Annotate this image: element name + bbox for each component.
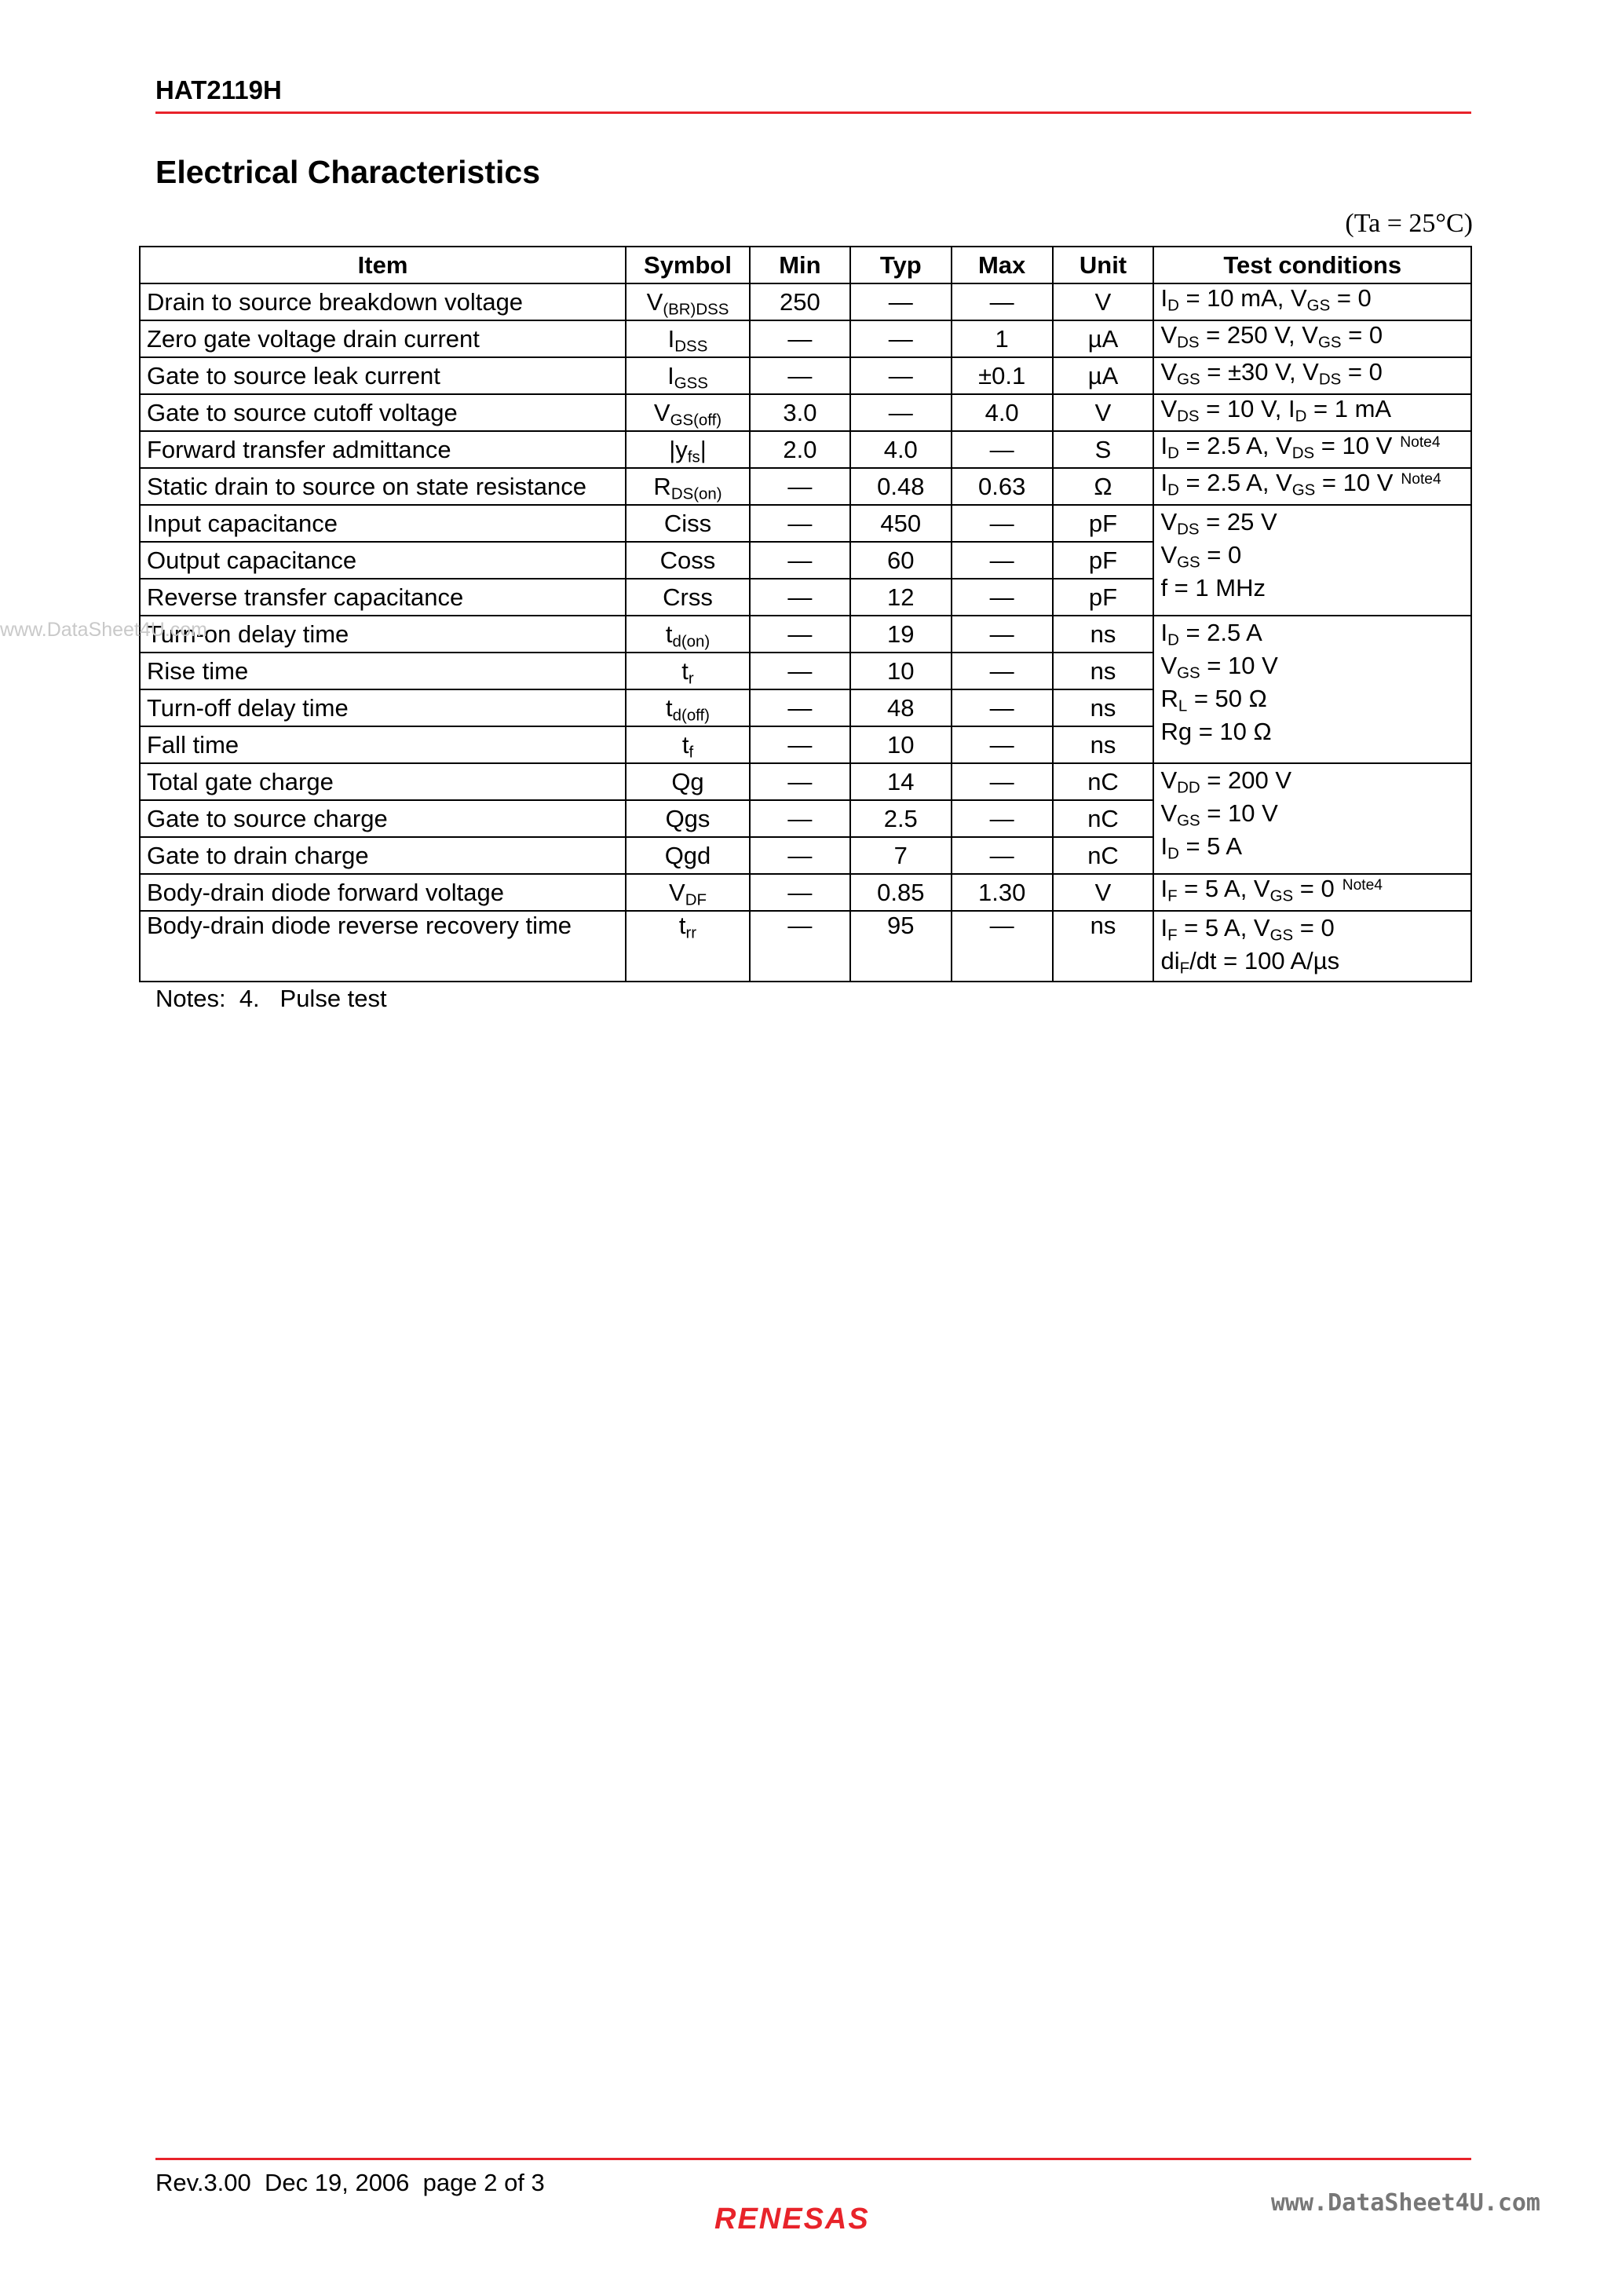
item-cell: Gate to drain charge xyxy=(140,837,626,874)
note-reference: Note4 xyxy=(1400,434,1441,452)
max-cell: — xyxy=(952,689,1053,726)
unit-cell: nC xyxy=(1053,763,1154,800)
item-cell: Output capacitance xyxy=(140,542,626,579)
table-header-row xyxy=(140,247,1471,283)
typ-cell: 10 xyxy=(850,726,952,763)
symbol-cell: $I_{GSS}$ xyxy=(626,357,750,394)
symbol-cell: $t_f$ xyxy=(626,726,750,763)
condition-cell: $I_D = 2.5$ A, $V_{DS} = 10$ V $^{Note4}$ xyxy=(1153,431,1471,468)
electrical-characteristics-table xyxy=(139,246,1472,982)
min-cell: — xyxy=(750,874,850,911)
unit-cell: ns xyxy=(1053,689,1154,726)
symbol-cell: $R_{DS(on)}$ xyxy=(626,468,750,505)
symbol-cell: Qg xyxy=(626,763,750,800)
item-cell: Rise time xyxy=(140,653,626,689)
unit-cell: V xyxy=(1053,874,1154,911)
max-cell: — xyxy=(952,763,1053,800)
unit-cell: pF xyxy=(1053,542,1154,579)
max-cell: — xyxy=(952,837,1053,874)
symbol-cell: Qgd xyxy=(626,837,750,874)
column-header: Symbol xyxy=(626,247,750,283)
typ-cell: 7 xyxy=(850,837,952,874)
min-cell: — xyxy=(750,320,850,357)
renesas-logo xyxy=(714,2199,919,2242)
max-cell: — xyxy=(952,505,1053,542)
table-row xyxy=(140,394,1471,431)
symbol-cell: Crss xyxy=(626,579,750,616)
table-row xyxy=(140,874,1471,911)
symbol-cell: $V_{DF}$ xyxy=(626,874,750,911)
typ-cell: 10 xyxy=(850,653,952,689)
note-reference: Note4 xyxy=(1342,877,1383,894)
unit-cell: µA xyxy=(1053,357,1154,394)
column-header: Test conditions xyxy=(1153,247,1471,283)
symbol-cell: $|y_{fs}|$ xyxy=(626,431,750,468)
max-cell: — xyxy=(952,579,1053,616)
typ-cell: 0.85 xyxy=(850,874,952,911)
symbol-cell: $t_{rr}$ xyxy=(626,911,750,982)
typ-cell: 450 xyxy=(850,505,952,542)
unit-cell: pF xyxy=(1053,579,1154,616)
document-id: HAT2119H xyxy=(155,75,282,104)
symbol-cell: $t_r$ xyxy=(626,653,750,689)
typ-cell: 4.0 xyxy=(850,431,952,468)
table-row xyxy=(140,911,1471,982)
header-rule xyxy=(155,112,1471,114)
min-cell: 3.0 xyxy=(750,394,850,431)
min-cell: — xyxy=(750,542,850,579)
column-header: Max xyxy=(952,247,1053,283)
symbol-cell: Qgs xyxy=(626,800,750,837)
typ-cell: — xyxy=(850,320,952,357)
condition-cell: $V_{DS} = 10$ V, $I_D = 1$ mA xyxy=(1153,394,1471,431)
condition-cell: $V_{DS} = 250$ V, $V_{GS} = 0$ xyxy=(1153,320,1471,357)
typ-cell: 60 xyxy=(850,542,952,579)
item-cell: Turn-on delay time xyxy=(140,616,626,653)
typ-cell: — xyxy=(850,357,952,394)
typ-cell: — xyxy=(850,394,952,431)
item-cell: Fall time xyxy=(140,726,626,763)
condition-cell: $I_F = 5$ A, $V_{GS} = 0$ $di_F/dt = 100$ A/µs xyxy=(1153,911,1471,982)
symbol-cell: $t_{d(on)}$ xyxy=(626,616,750,653)
unit-cell: ns xyxy=(1053,653,1154,689)
typ-cell: 2.5 xyxy=(850,800,952,837)
table-row xyxy=(140,505,1471,542)
condition-cell: $I_F = 5$ A, $V_{GS} = 0$ $^{Note4}$ xyxy=(1153,874,1471,911)
max-cell: — xyxy=(952,431,1053,468)
watermark: www.DataSheet4U.com xyxy=(0,619,208,641)
max-cell: — xyxy=(952,616,1053,653)
item-cell: Gate to source charge xyxy=(140,800,626,837)
max-cell: — xyxy=(952,911,1053,982)
max-cell: — xyxy=(952,542,1053,579)
item-cell: Static drain to source on state resistance xyxy=(140,468,626,505)
unit-cell: ns xyxy=(1053,726,1154,763)
item-cell: Gate to source leak current xyxy=(140,357,626,394)
unit-cell: µA xyxy=(1053,320,1154,357)
column-header: Min xyxy=(750,247,850,283)
item-cell: Turn-off delay time xyxy=(140,689,626,726)
unit-cell: nC xyxy=(1053,800,1154,837)
column-header: Unit xyxy=(1053,247,1154,283)
item-cell: Body-drain diode forward voltage xyxy=(140,874,626,911)
max-cell: — xyxy=(952,726,1053,763)
unit-cell: S xyxy=(1053,431,1154,468)
max-cell: — xyxy=(952,653,1053,689)
symbol-cell: $t_{d(off)}$ xyxy=(626,689,750,726)
unit-cell: V xyxy=(1053,283,1154,320)
typ-cell: 0.48 xyxy=(850,468,952,505)
symbol-cell: $V_{GS(off)}$ xyxy=(626,394,750,431)
max-cell: ±0.1 xyxy=(952,357,1053,394)
svg-text:RENESAS: RENESAS xyxy=(714,2203,870,2236)
footer-rule xyxy=(155,2158,1471,2160)
column-header: Typ xyxy=(850,247,952,283)
unit-cell: Ω xyxy=(1053,468,1154,505)
max-cell: 1.30 xyxy=(952,874,1053,911)
min-cell: — xyxy=(750,800,850,837)
condition-cell: $V_{GS} = \pm 30$ V, $V_{DS} = 0$ xyxy=(1153,357,1471,394)
condition-cell: $I_D = 10$ mA, $V_{GS} = 0$ xyxy=(1153,283,1471,320)
table-row xyxy=(140,468,1471,505)
note-reference: Note4 xyxy=(1401,471,1441,488)
table-row xyxy=(140,431,1471,468)
symbol-cell: $I_{DSS}$ xyxy=(626,320,750,357)
condition-cell: $V_{DD} = 200$ V $V_{GS} = 10$ V $I_D = 5$ A xyxy=(1153,763,1471,874)
unit-cell: ns xyxy=(1053,616,1154,653)
symbol-cell: Ciss xyxy=(626,505,750,542)
item-cell: Gate to source cutoff voltage xyxy=(140,394,626,431)
column-header: Item xyxy=(140,247,626,283)
item-cell: Zero gate voltage drain current xyxy=(140,320,626,357)
table-notes: Notes: 4. Pulse test xyxy=(155,985,387,1012)
typ-cell: 12 xyxy=(850,579,952,616)
table-row xyxy=(140,763,1471,800)
min-cell: — xyxy=(750,616,850,653)
min-cell: — xyxy=(750,763,850,800)
typ-cell: 48 xyxy=(850,689,952,726)
typ-cell: — xyxy=(850,283,952,320)
unit-cell: V xyxy=(1053,394,1154,431)
unit-cell: pF xyxy=(1053,505,1154,542)
item-cell: Reverse transfer capacitance xyxy=(140,579,626,616)
revision-info: Rev.3.00 Dec 19, 2006 page 2 of 3 xyxy=(155,2169,545,2196)
site-url: www.DataSheet4U.com xyxy=(1270,2189,1540,2217)
typ-cell: 95 xyxy=(850,911,952,982)
max-cell: 0.63 xyxy=(952,468,1053,505)
item-cell: Input capacitance xyxy=(140,505,626,542)
unit-cell: ns xyxy=(1053,911,1154,982)
min-cell: 250 xyxy=(750,283,850,320)
min-cell: — xyxy=(750,837,850,874)
condition-cell: $V_{DS} = 25$ V $V_{GS} = 0$ f = 1 MHz xyxy=(1153,505,1471,616)
min-cell: — xyxy=(750,357,850,394)
table-row xyxy=(140,357,1471,394)
typ-cell: 14 xyxy=(850,763,952,800)
temperature-note: (Ta = 25°C) xyxy=(1345,209,1473,238)
max-cell: 4.0 xyxy=(952,394,1053,431)
item-cell: Total gate charge xyxy=(140,763,626,800)
table-row xyxy=(140,320,1471,357)
item-cell: Forward transfer admittance xyxy=(140,431,626,468)
min-cell: — xyxy=(750,726,850,763)
max-cell: — xyxy=(952,800,1053,837)
min-cell: 2.0 xyxy=(750,431,850,468)
unit-cell: nC xyxy=(1053,837,1154,874)
item-cell: Drain to source breakdown voltage xyxy=(140,283,626,320)
symbol-cell: $V_{(BR)DSS}$ xyxy=(626,283,750,320)
condition-cell: $I_D = 2.5$ A, $V_{GS} = 10$ V $^{Note4}$ xyxy=(1153,468,1471,505)
max-cell: 1 xyxy=(952,320,1053,357)
min-cell: — xyxy=(750,579,850,616)
condition-cell: $I_D = 2.5$ A $V_{GS} = 10$ V $R_L = 50$ Ω Rg = 10 Ω xyxy=(1153,616,1471,763)
table-row xyxy=(140,283,1471,320)
min-cell: — xyxy=(750,505,850,542)
min-cell: — xyxy=(750,911,850,982)
min-cell: — xyxy=(750,653,850,689)
renesas-logo-icon xyxy=(714,2199,919,2238)
min-cell: — xyxy=(750,468,850,505)
section-title: Electrical Characteristics xyxy=(155,154,540,190)
item-cell: Body-drain diode reverse recovery time xyxy=(140,911,626,982)
typ-cell: 19 xyxy=(850,616,952,653)
table-row xyxy=(140,616,1471,653)
symbol-cell: Coss xyxy=(626,542,750,579)
min-cell: — xyxy=(750,689,850,726)
max-cell: — xyxy=(952,283,1053,320)
